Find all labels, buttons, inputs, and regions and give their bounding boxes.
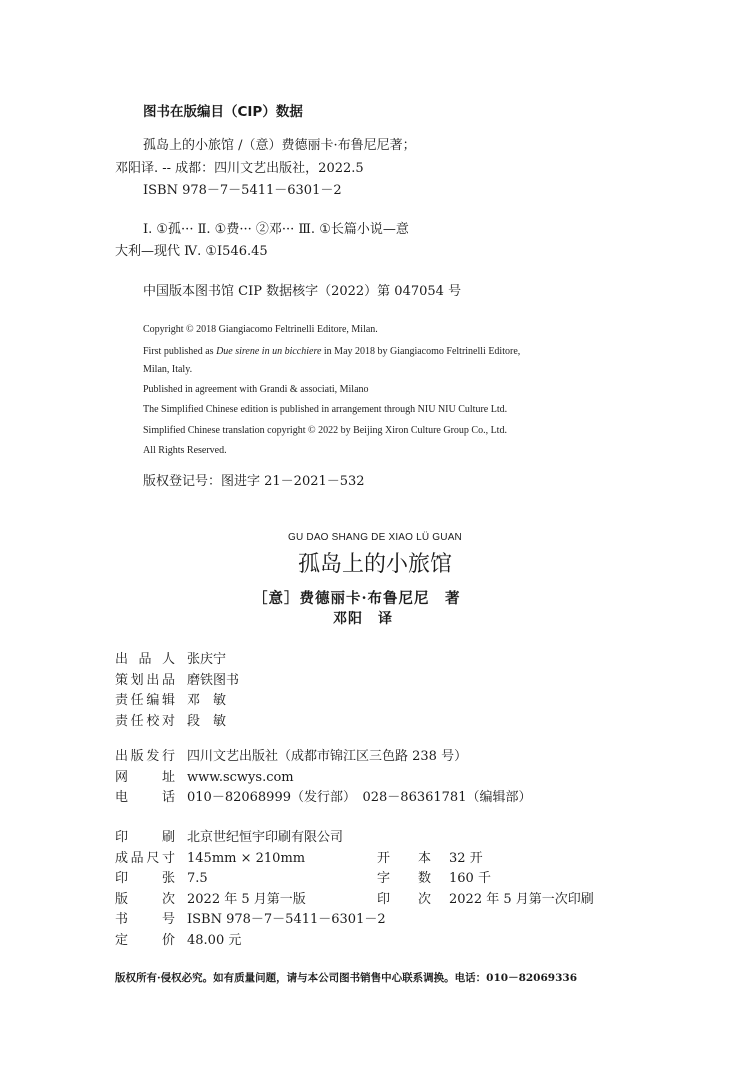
- field-value: 四川文艺出版社（成都市锦江区三色路 238 号）: [187, 749, 468, 764]
- registration-number: 版权登记号：图进字 21－2021－532: [143, 474, 365, 489]
- translator-credit: 邓阳 译: [333, 611, 393, 627]
- field-value: 160 千: [449, 871, 491, 886]
- copyright-text: First published as: [143, 346, 217, 357]
- cip-title-line: 邓阳译. -- 成都：四川文艺出版社，2022.5: [115, 161, 364, 176]
- staff-row: [115, 650, 635, 670]
- copyright-line: All Rights Reserved.: [143, 445, 227, 456]
- field-label: 字数: [377, 871, 431, 886]
- copyright-text: in May 2018 by Giangiacomo Feltrinelli Editore,: [321, 346, 521, 357]
- field-label: 责任校对: [115, 713, 175, 729]
- copyright-line: Milan, Italy.: [143, 364, 193, 375]
- printing-row: [115, 890, 635, 910]
- field-value: 48.00 元: [187, 932, 242, 948]
- field-value: 7.5: [187, 871, 208, 886]
- field-label: 印次: [377, 891, 431, 907]
- field-label: 网址: [115, 769, 175, 785]
- footer-notice: 版权所有·侵权必究。如有质量问题，请与本公司图书销售中心联系调换。电话：010－82069336: [115, 972, 578, 984]
- original-title: Due sirene in un bicchiere: [216, 346, 322, 357]
- field-label: 成品尺寸: [115, 850, 175, 866]
- staff-row: [115, 712, 635, 732]
- field-label: 策划出品: [115, 672, 175, 688]
- pinyin-title: GU DAO SHANG DE XIAO LÜ GUAN: [288, 532, 462, 543]
- printing-row: [115, 869, 635, 889]
- staff-row: [115, 671, 635, 691]
- field-label: 出版发行: [115, 749, 175, 764]
- copyright-line: Simplified Chinese translation copyright © 2022 by Beijing Xiron Culture Group Co., Ltd.: [143, 425, 507, 436]
- field-value: 段 敏: [187, 713, 227, 729]
- field-label: 出品人: [115, 652, 175, 667]
- copyright-line: Published in agreement with Grandi & associati, Milano: [143, 384, 369, 395]
- field-value: 2022 年 5 月第一次印刷: [449, 891, 594, 907]
- field-value: 磨铁图书: [187, 672, 240, 688]
- field-value: 2022 年 5 月第一版: [187, 891, 306, 907]
- printing-row: [115, 849, 635, 869]
- field-value: www.scwys.com: [187, 769, 294, 785]
- field-label: 书号: [115, 912, 175, 927]
- field-value: 010－82068999（发行部） 028－86361781（编辑部）: [187, 790, 532, 805]
- field-value: 张庆宁: [187, 652, 227, 667]
- cip-isbn: ISBN 978－7－5411－6301－2: [143, 183, 342, 198]
- field-value: 145mm × 210mm: [187, 850, 306, 866]
- field-label: 电话: [115, 790, 175, 805]
- publisher-row: [115, 788, 635, 808]
- cip-heading: 图书在版编目（CIP）数据: [143, 104, 303, 120]
- cip-subject-line: Ⅰ. ①孤··· Ⅱ. ①费··· ②邓··· Ⅲ. ①长篇小说—意: [143, 222, 409, 237]
- publisher-row: [115, 747, 635, 767]
- field-value: ISBN 978－7－5411－6301－2: [187, 912, 386, 927]
- field-label: 开本: [377, 850, 431, 866]
- field-label: 责任编辑: [115, 693, 175, 708]
- field-label: 印刷: [115, 830, 175, 845]
- printing-row: [115, 931, 635, 951]
- printing-row: [115, 910, 635, 930]
- publisher-row: [115, 768, 635, 788]
- field-value: 北京世纪恒宇印刷有限公司: [187, 830, 344, 845]
- copyright-line: The Simplified Chinese edition is published in arrangement through NIU NIU Culture Ltd.: [143, 404, 508, 415]
- printing-row: [115, 828, 635, 848]
- staff-row: [115, 691, 635, 711]
- field-value: 邓 敏: [187, 693, 227, 708]
- field-label: 印张: [115, 871, 175, 886]
- field-value: 32 开: [449, 850, 483, 866]
- book-title: 孤岛上的小旅馆: [297, 552, 452, 577]
- cip-title-line: 孤岛上的小旅馆 /（意）费德丽卡·布鲁尼尼著；: [143, 138, 416, 153]
- cip-subject-line: 大利—现代 Ⅳ. ①I546.45: [115, 244, 268, 259]
- author-credit: ［意］费德丽卡·布鲁尼尼 著: [253, 590, 461, 607]
- copyright-line: Copyright © 2018 Giangiacomo Feltrinelli Editore, Milan.: [143, 324, 378, 335]
- field-label: 版次: [115, 891, 175, 907]
- cip-verify-number: 中国版本图书馆 CIP 数据核字（2022）第 047054 号: [143, 284, 462, 299]
- field-label: 定价: [115, 932, 175, 948]
- copyright-line: [143, 342, 520, 362]
